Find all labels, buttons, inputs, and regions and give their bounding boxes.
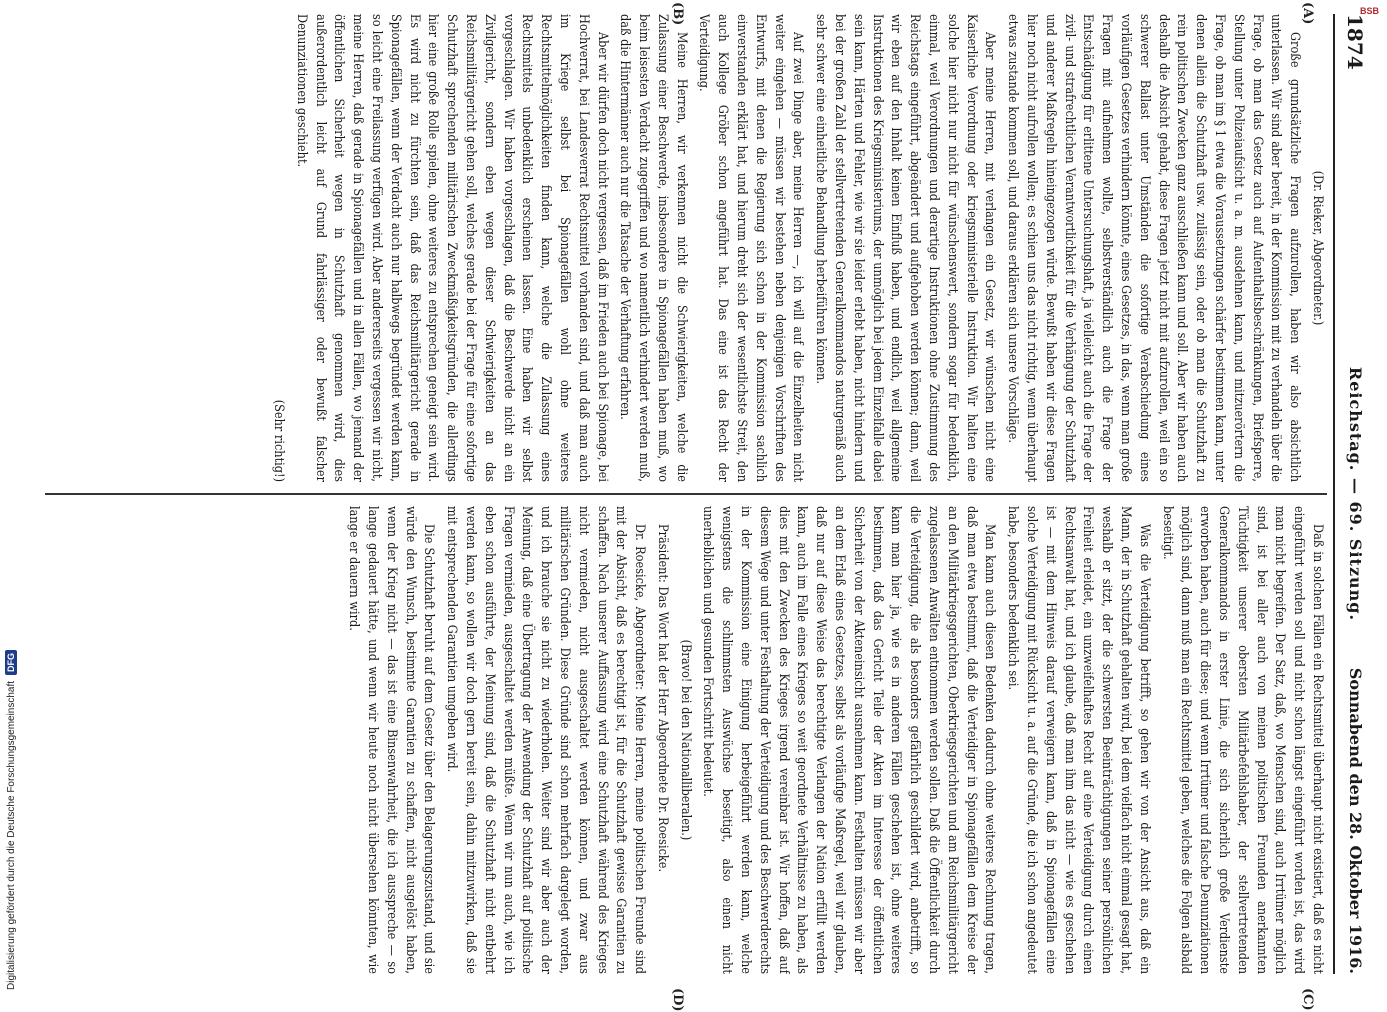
- digitization-credit: [0, 0, 22, 1000]
- dfg-logo-icon: DFG: [5, 650, 17, 675]
- page-title: Reichstag. — 69. Sitzung.: [1346, 366, 1365, 622]
- margin-marker-c: (C): [1300, 988, 1315, 1011]
- paragraph: Dr. Roesicke, Abgeordneter: Meine Herren, meine politischen Freunde sind mit der Absicht, daß es berechtigt ist, für die Schutzhaft gewisse Garantien zu schaffen. Nach unserer Auffassung wird eine Schutzhaft während des Krieges nicht vermieden, nicht ausgeschaltet werden können, und zwar aus militärischen Gründen. Diese Gründe sind schon mehrfach dargelegt worden, und ich brauche sie nicht zu wiederholen. Weiter sind wir aber auch der Meinung, daß eine Übertragung der Anwendung der Schutzhaft auf politische Fragen vermieden, ausgeschaltet werden müßte. Wenn wir nun auch, wie ich eben schon ausführte, der Meinung sind, daß die Schutzhaft nicht entbehrt werden kann, so wollen wir doch gern bereit sein, dahin mitzuwirken, daß sie mit entsprechenden Garantien umgeben wird.: [445, 506, 649, 974]
- margin-marker-a: (A): [1300, 2, 1315, 25]
- interjection: (Sehr richtig!): [271, 399, 287, 482]
- speaker-heading: (Dr. Rieker, Abgeordneter.): [1311, 170, 1326, 326]
- interjection: (Bravo! bei den Nationalliberalen.): [678, 639, 694, 841]
- paragraph: Daß in solchen Fällen ein Rechtsmittel überhaupt nicht existiert, daß es nicht eingeführt werden soll und nicht schon längst eingeführt worden ist, das wird man nicht begreifen. Der Satz, daß, wo Menschen sind, auch Irrtümer möglich sind, ist bei aller auch von meinen politischen Freunden anerkannten Tüchtigkeit unserer obersten Militärbefehlshaber, der stellvertretenden Generalkommandos in erster Linie, die sich sicherlich große Verdienste erworben haben, auch für diese; und wenn Irrtümer und falsche Denunziationen möglich sind, dann muß man ein Rechtsmittel geben, welches die Folgen alsbald beseitigt.: [1160, 506, 1326, 974]
- paragraph: Meine Herren, wir verkennen nicht die Schwierigkeiten, welche die Zulassung einer Beschwerde, insbesondere in Spionagefällen haben muß, wo beim leisesten Verdacht zugegriffen und wo namentlich verhindert werden muß, daß die Hintermänner auch nur die Tatsache der Verhaftung erfahren.: [618, 14, 690, 482]
- paragraph: Was die Verteidigung betrifft, so gehen wir von der Ansicht aus, daß ein Mann, der in Schutzhaft gehalten wird, bei dem vielfach nicht einmal gesagt hat, weshalb er sitzt, der die schwersten Beeinträchtigungen seiner persönlichen Freiheit erleidet, ein unzweifelhaftes Recht auf eine Verteidigung durch einen Rechtsanwalt hat, und ich glaube, daß man ihm das nicht — wie es geschehen ist — mit dem Hinweis darauf verweigern kann, daß in Spionagefällen eine solche Verteidigung mit Rücksicht u. a. auf die Gründe, die ich schon angedeutet habe, besonders bedenklich sei.: [1006, 506, 1153, 974]
- page-header: [1333, 14, 1375, 974]
- paragraph: Große grundsätzliche Fragen aufzurollen, haben wir also absichtlich unterlassen. Wir sind aber bereit, in der Kommission mit zu verhandeln über die Frage, ob man das Gesetz auch auf Aufenthaltsbeschränkungen, Briefsperre, Stellung unter Polizeiaufsicht u. a. m. ausdehnen kann, und mitzuerörtern die Frage, ob man im § 1 etwa die Voraussetzungen schärfer bestimmen kann, unter denen allein die Schutzhaft usw. zulässig sein, oder ob man die Schutzhaft zu rein politischen Zwecken ganz ausschließen kann und soll. Aber wir haben auch deshalb die Absicht gehabt, diese Fragen jetzt nicht mit aufzurollen, weil ein so schwerer Ballast unter Umständen die sofortige Verabschiedung eines vorläufigen Gesetzes verhindern könnte, eines Gesetzes, in das, wenn man große Fragen mit aufnehmen wollte, selbstverständlich auch die Frage der Entschädigung für erlittene Untersuchungshaft, ja vielleicht auch die Frage der zivil- und strafrechtlichen Verantwortlichkeit für die Verhängung der Schutzhaft und anderer Maßregeln hineingezogen würde. Bewußt haben wir diese Fragen hier noch nicht aufrollen wollen; es schien uns das nicht richtig, wenn überhaupt etwas zustande kommen soll, und daraus erklären sich unsere Vorschläge.: [1006, 14, 1304, 482]
- column-divider: [45, 493, 1327, 495]
- margin-marker-b: (B): [670, 2, 685, 26]
- paragraph: Auf zwei Dinge aber, meine Herren —, ich will auf die Einzelheiten nicht weiter eingehen — müssen wir bestehen neben denjenigen Vorschriften des Entwurfs, mit denen die Regierung sich schon in der Kommission sachlich einverstanden erklärt hat, und hierum dreht sich der wesentlichste Streit, den auch Kollege Gröber schon angeführt hat. Das eine ist das Recht der Verteidigung.: [697, 14, 807, 482]
- paragraph: Aber wir dürfen doch nicht vergessen, daß im Frieden auch bei Spionage, bei Hochverrat, bei Landesverrat Rechtsmittel vorhanden sind, und daß man auch im Kriege selbst bei Spionagefällen wohl ohne weiteres Rechtsmittelmöglichkeiten finden kann, welche die Zulassung eines Rechtsmittels unbedenklich erscheinen lassen. Eine haben wir selbst vorgeschlagen. Wir haben vorgeschlagen, daß die Beschwerde nicht an ein Zivilgericht, sondern eben wegen dieser Schwierigkeiten an das Reichsmilitärgericht gehen soll, welches gerade bei der Frage für eine sofortige Schutzhaft sprechenden militärischen Zweckmäßigkeitsgründen, die allerdings hier eine große Rolle spielen, ohne weiteres zu entsprechen geneigt sein wird. Es wird nicht zu fürchten sein, daß das Reichsmilitärgericht gerade in Spionagefällen, wenn der Verdacht auch nur halbwegs begründet werden kann, so leicht eine Freilassung verfügen wird. Aber andererseits vergessen wir nicht, meine Herren, daß gerade in Spionagefällen und in allen Fällen, wo jemand der öffentlichen Sicherheit wegen in Schutzhaft genommen wird, dies außerordentlich leicht auf Grund fahrlässiger oder bewußt falscher Denunziationen geschieht.: [294, 14, 611, 482]
- credit-text: Digitalisierung gefördert durch die Deutsche Forschungsgemeinschaft: [5, 680, 17, 990]
- president-remark: Präsident: Das Wort hat der Herr Abgeordnete Dr. Roesicke.: [655, 524, 671, 873]
- margin-marker-d: (D): [670, 988, 685, 1012]
- bsb-logo-icon: BSB: [1360, 6, 1380, 16]
- paragraph: Man kann auch diesen Bedenken dadurch ohne weiteres Rechnung tragen, daß man etwa bestimmt, daß die Verteidiger in Spionagefällen dem Kreise der an den Militärkriegsgerichten, Oberkriegsgerichten und am Reichsmilitärgericht zugelassenen Anwälten entnommen werden sollen. Daß die Öffentlichkeit durch die Verteidigung, die als besonders gefährlich geschildert wird, anbetrifft, so kann man hier ja, wie es in anderen Fällen geschehen ist, ohne weiteres bestimmen, daß das Gericht Teile der Akten im Interesse der öffentlichen Sicherheit von der Akteneinsicht ausnehmen kann. Festhalten müssen wir aber an dem Erlaß eines Gesetzes, selbst als vorläufige Maßregel, weil wir glauben, daß nur auf diese Weise das berechtigte Verlangen der Nation erfüllt werden kann, auch im Falle eines Krieges so weit geordnete Verhältnisse zu haben, als dies mit den Zwecken des Krieges irgend vereinbar ist. Wir hoffen, daß auf diesem Wege und unter Festhaltung der Verteidigung und des Beschwerderechts in der Kommission eine Einigung herbeigeführt werden kann, welche wenigstens die schlimmsten Auswüchse beseitigt, also einen nicht unerheblichen und gesunden Fortschritt bedeutet.: [701, 506, 999, 974]
- paragraph: Aber meine Herren, mit verlangen ein Gesetz, wir wünschen nicht eine Kaiserliche Verordnung oder kriegsministerielle Instruktion. Wir halten eine solche hier nicht nur nicht für wünschenswert, sondern sogar für bedenklich, einmal, weil Verordnungen und derartige Instruktionen ohne Zustimmung des Reichstags eingeführt, abgeändert und aufgehoben werden können; dann, weil wir eben auf den Inhalt keinen Einfluß haben, und endlich, weil allgemeine Instruktionen des Kriegsministeriums, der unmöglich bei jedem Einzelfalle dabei sein kann, Härten und Fehler, wie wir sie leider erlebt haben, nicht hindern und bei der großen Zahl der stellvertretenden Generalkommandos naturgemäß auch sehr schwer eine einheitliche Behandlung herbeiführen können.: [814, 14, 999, 482]
- page-date: Sonnabend den 28. Oktober 1916.: [1346, 667, 1365, 974]
- left-column: [45, 14, 1327, 482]
- right-column: [45, 506, 1327, 974]
- page-number: 1874: [1343, 14, 1367, 70]
- paragraph: Die Schutzhaft beruht auf dem Gesetz über den Belagerungszustand, und sie würde den Wunsch, bestimmte Garantien zu schaffen, nicht ausgelöst haben, wenn der Krieg nicht — das ist eine Binsenwahrheit, die ich ausspreche — so lange gedauert hätte, und wenn wir heute noch nicht übersehen könnten, wie lange er dauern wird.: [347, 506, 438, 974]
